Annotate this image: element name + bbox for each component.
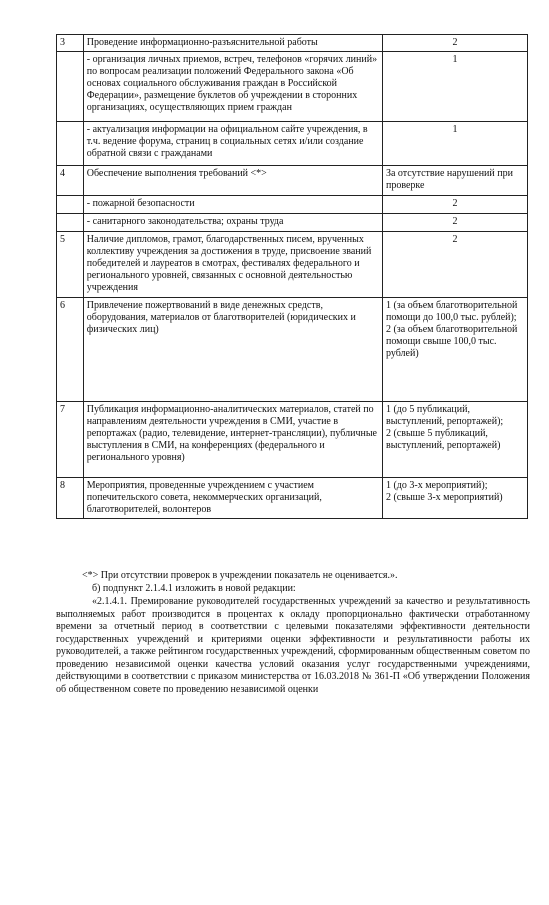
table-row [57, 478, 528, 519]
score-cell: 2 [382, 214, 527, 232]
criterion-text: - санитарного законодательства; охраны труда [83, 214, 382, 232]
row-number [57, 52, 84, 122]
score-cell: 1 [382, 52, 527, 122]
table-row [57, 35, 528, 52]
subpoint-heading: б) подпункт 2.1.4.1 изложить в новой редакции: [92, 582, 296, 594]
row-number [57, 122, 84, 166]
table-row [57, 214, 528, 232]
score-cell: За отсутствие нарушений при проверке [382, 166, 527, 196]
row-number: 7 [57, 402, 84, 478]
criterion-text: - организация личных приемов, встреч, телефонов «горячих линий» по вопросам реализации положений Федерального закона «Об основах социального обслуживания граждан в Российской Федерации», размещение буклетов об учреждении в сторонних организациях, осуществляющих прием граждан [83, 52, 382, 122]
criterion-text: Мероприятия, проведенные учреждением с участием попечительского совета, некоммерческих организаций, благотворителей, волонтеров [83, 478, 382, 519]
table-row [57, 122, 528, 166]
criterion-text: Привлечение пожертвований в виде денежных средств, оборудования, материалов от благотворителей (юридических и физических лиц) [83, 298, 382, 402]
criterion-text: - актуализация информации на официальном сайте учреждения, в т.ч. ведение форума, страниц в социальных сетях и/или создание обратной связи с гражданами [83, 122, 382, 166]
criterion-text: Наличие дипломов, грамот, благодарственных писем, врученных коллективу учреждения за достижения в труде, присвоение званий победителей и лауреатов в смотрах, фестивалях федерального и регионального уровней, связанных с основной деятельностью учреждения [83, 232, 382, 298]
row-number: 3 [57, 35, 84, 52]
table-row [57, 166, 528, 196]
footnote: <*> При отсутствии проверок в учреждении показатель не оценивается.». [82, 570, 398, 581]
row-number [57, 214, 84, 232]
row-number: 5 [57, 232, 84, 298]
score-cell: 2 [382, 196, 527, 214]
row-number: 8 [57, 478, 84, 519]
criterion-text: - пожарной безопасности [83, 196, 382, 214]
score-cell: 1 (до 5 публикаций, выступлений, репортажей); 2 (свыше 5 публикаций, выступлений, репортажей) [382, 402, 527, 478]
criteria-table [56, 34, 528, 519]
score-cell: 2 [382, 232, 527, 298]
criterion-text: Проведение информационно-разъяснительной работы [83, 35, 382, 52]
table-row [57, 232, 528, 298]
table-row [57, 196, 528, 214]
criterion-text: Публикация информационно-аналитических материалов, статей по направлениям деятельности учреждения в СМИ, участие в репортажах (радио, телевидение, интернет-трансляции), публичные выступления в СМИ, на конференциях (федерального и регионального уровня) [83, 402, 382, 478]
table-row [57, 298, 528, 402]
table-row [57, 402, 528, 478]
criterion-text: Обеспечение выполнения требований <*> [83, 166, 382, 196]
table-row [57, 52, 528, 122]
score-cell: 1 (за объем благотворительной помощи до 100,0 тыс. рублей); 2 (за объем благотворительной помощи свыше 100,0 тыс. рублей) [382, 298, 527, 402]
score-cell: 2 [382, 35, 527, 52]
document-text [56, 570, 530, 696]
body-paragraph: «2.1.4.1. Премирование руководителей государственных учреждений за качество и результативность выполняемых работ производится в процентах к окладу пропорционально фактически отработанному времени за отчетный период в соответствии с целевыми показателями эффективности деятельности государственных учреждений и критериями оценки эффективности и результативности работы их руководителей, а также рейтингом государственных учреждений, сформированным общественным советом по проведению независимой оценки качества условий оказания услуг государственными учреждениями, действующими в соответствии с приказом министерства от 16.03.2018 № 361-П «Об утверждении Положения об общественном совете по проведению независимой оценки [56, 596, 530, 695]
score-cell: 1 (до 3-х мероприятий); 2 (свыше 3-х мероприятий) [382, 478, 527, 519]
row-number: 4 [57, 166, 84, 196]
row-number [57, 196, 84, 214]
score-cell: 1 [382, 122, 527, 166]
row-number: 6 [57, 298, 84, 402]
